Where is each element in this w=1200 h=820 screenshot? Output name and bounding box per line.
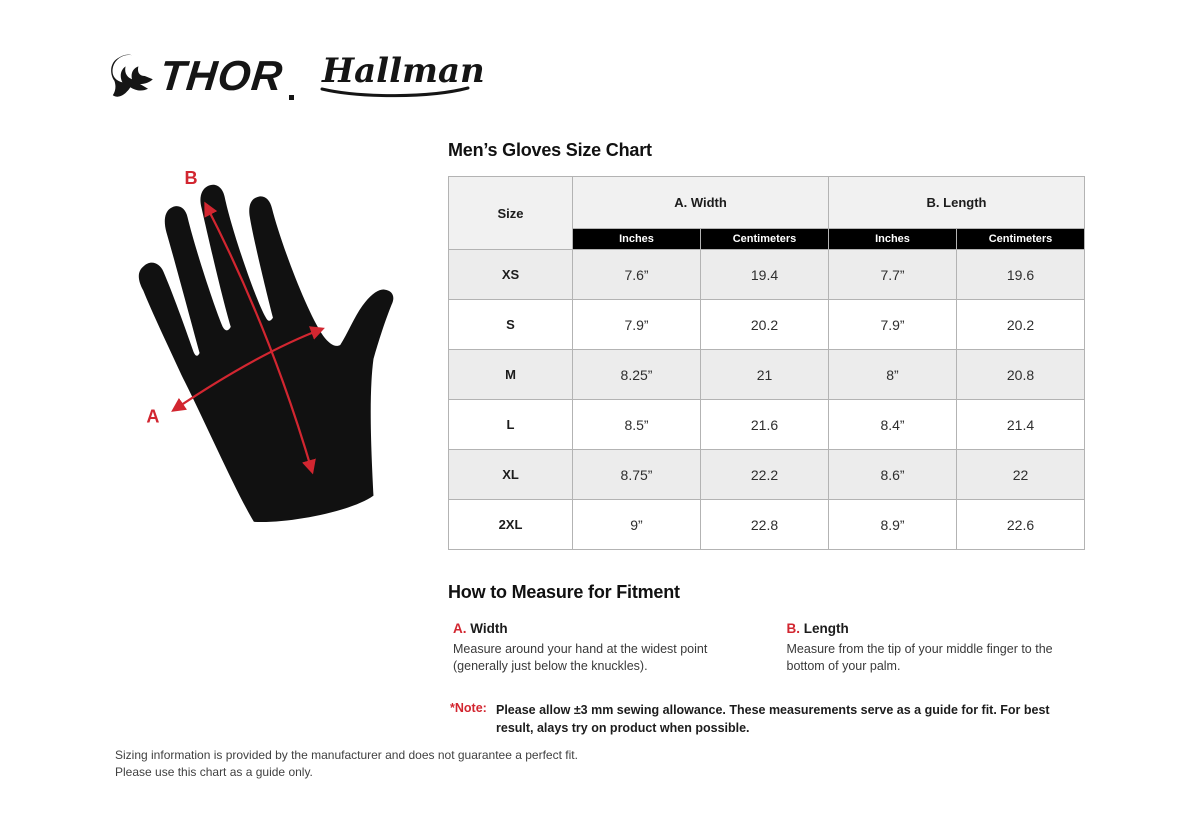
width-centimeters-value: 21.6 (701, 400, 829, 450)
hallman-logo-text: Hallman (322, 51, 485, 91)
howto-length-heading (782, 621, 1089, 636)
width-centimeters-value: 22.2 (701, 450, 829, 500)
howto-columns (448, 621, 1088, 675)
howto-length-letter: B. (786, 621, 800, 636)
length-centimeters-value: 20.2 (957, 300, 1085, 350)
length-inches-value: 8.4” (829, 400, 957, 450)
footer-line-2: Please use this chart as a guide only. (115, 765, 313, 780)
length-inches-value: 8” (829, 350, 957, 400)
note-text: Please allow ±3 mm sewing allowance. These measurements serve as a guide for fit. For best result, alays try on product when possible. (496, 702, 1050, 735)
width-inches-value: 8.5” (573, 400, 701, 450)
size-value: L (449, 400, 573, 450)
thor-logo (108, 48, 294, 104)
width-inches-value: 8.75” (573, 450, 701, 500)
col-header-length-inches: Inches (829, 229, 957, 250)
howto-width-text: Measure around your hand at the widest point (generally just below the knuckles). (453, 642, 708, 673)
length-inches-value: 8.9” (829, 500, 957, 550)
table-row (449, 250, 1085, 300)
length-inches-value: 7.7” (829, 250, 957, 300)
howto-width-letter: A. (453, 621, 467, 636)
size-value: S (449, 300, 573, 350)
size-value: M (449, 350, 573, 400)
width-inches-value: 7.9” (573, 300, 701, 350)
size-value: 2XL (449, 500, 573, 550)
size-chart-title: Men’s Gloves Size Chart (448, 140, 652, 160)
col-header-size: Size (449, 177, 573, 250)
length-inches-value: 7.9” (829, 300, 957, 350)
size-chart-table (448, 176, 1085, 550)
width-inches-value: 8.25” (573, 350, 701, 400)
glove-illustration (118, 158, 440, 560)
width-inches-value: 7.6” (573, 250, 701, 300)
width-centimeters-value: 20.2 (701, 300, 829, 350)
content-column (448, 140, 1088, 737)
length-centimeters-value: 22.6 (957, 500, 1085, 550)
howto-length-item (782, 621, 1089, 675)
footer-disclaimer (115, 747, 578, 782)
length-centimeters-value: 21.4 (957, 400, 1085, 450)
col-header-width-group: A. Width (573, 177, 829, 229)
col-header-width-inches: Inches (573, 229, 701, 250)
table-row (449, 350, 1085, 400)
col-header-width-centimeters: Centimeters (701, 229, 829, 250)
length-centimeters-value: 22 (957, 450, 1085, 500)
size-value: XL (449, 450, 573, 500)
glove-measure-figure (118, 158, 440, 565)
howto-section-title: How to Measure for Fitment (448, 582, 680, 602)
sizing-note (448, 701, 1088, 737)
table-row (449, 500, 1085, 550)
table-group-header-row (449, 177, 1085, 229)
col-header-length-centimeters: Centimeters (957, 229, 1085, 250)
howto-width-heading (448, 621, 755, 636)
length-centimeters-value: 20.8 (957, 350, 1085, 400)
width-centimeters-value: 22.8 (701, 500, 829, 550)
hallman-logo (320, 51, 491, 98)
footer-line-1: Sizing information is provided by the manufacturer and does not guarantee a perfect fit. (115, 748, 578, 762)
size-value: XS (449, 250, 573, 300)
howto-width-name: Width (470, 621, 508, 636)
howto-width-item (448, 621, 755, 675)
note-label: *Note: (450, 700, 487, 715)
thor-ram-icon (108, 48, 156, 104)
width-inches-value: 9” (573, 500, 701, 550)
table-row (449, 400, 1085, 450)
thor-logo-text: THOR (157, 52, 286, 99)
width-centimeters-value: 21 (701, 350, 829, 400)
brand-logos (108, 48, 491, 104)
length-centimeters-value: 19.6 (957, 250, 1085, 300)
figure-label-a: A (146, 406, 160, 427)
howto-length-name: Length (803, 621, 849, 636)
table-row (449, 300, 1085, 350)
length-inches-value: 8.6” (829, 450, 957, 500)
width-centimeters-value: 19.4 (701, 250, 829, 300)
thor-trademark-dot (289, 95, 294, 100)
hallman-underline-swash (320, 86, 470, 98)
col-header-length-group: B. Length (829, 177, 1085, 229)
table-row (449, 450, 1085, 500)
figure-label-b: B (184, 168, 198, 189)
howto-length-text: Measure from the tip of your middle finger to the bottom of your palm. (786, 642, 1053, 673)
